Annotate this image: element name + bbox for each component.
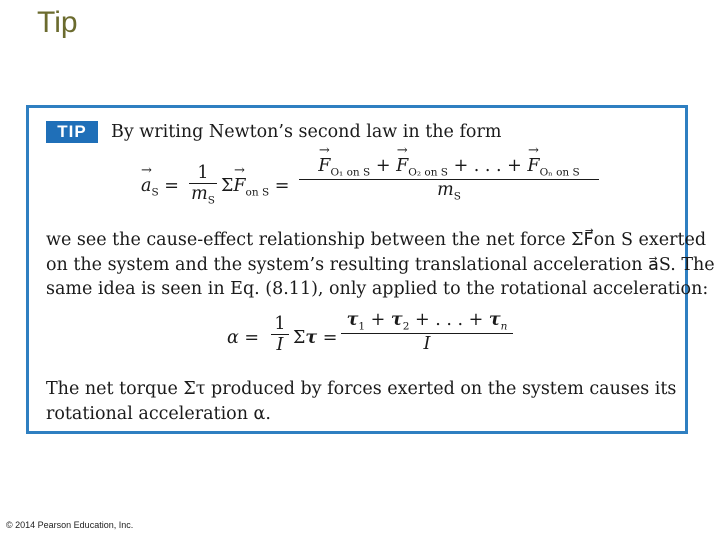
equation-rotational: α = $\frac{1}{I}$ Στ = $\frac{\tau_1 + \tau_2 + . . . + \tau_n}{I}$ — [227, 306, 527, 366]
slide-title: Tip — [37, 6, 78, 39]
copyright-footer: © 2014 Pearson Education, Inc. — [6, 520, 134, 530]
tip-paragraph-2 — [46, 228, 715, 302]
paragraph-2-line-1: we see the cause-effect relationship between the net force ΣF⃗on S exerted — [46, 230, 707, 250]
tip-box — [26, 105, 715, 434]
paragraph-3-line-1: The net torque Στ produced by forces exerted on the system causes its — [46, 379, 677, 399]
equation-newton-second-law: → $a_S$ = $\frac{1}{m_S}$ $\Sigma\to F_{on S}$ = → $F_{O_1 on S}$ + → $F_{O_2 on S}$ + . . . + → $F_{O_n on S}$ $m_S$ — [141, 156, 621, 218]
paragraph-2-line-2: on the system and the system’s resulting translational acceleration a⃗S. The — [46, 254, 715, 275]
tip-badge: TIP — [46, 121, 98, 143]
paragraph-2-line-3: same idea is seen in Eq. (8.11), only applied to the rotational acceleration: — [46, 279, 709, 299]
tip-paragraph-3 — [46, 377, 676, 426]
tip-intro-text: By writing Newton’s second law in the form — [111, 122, 502, 142]
paragraph-3-line-2: rotational acceleration α. — [46, 403, 271, 424]
